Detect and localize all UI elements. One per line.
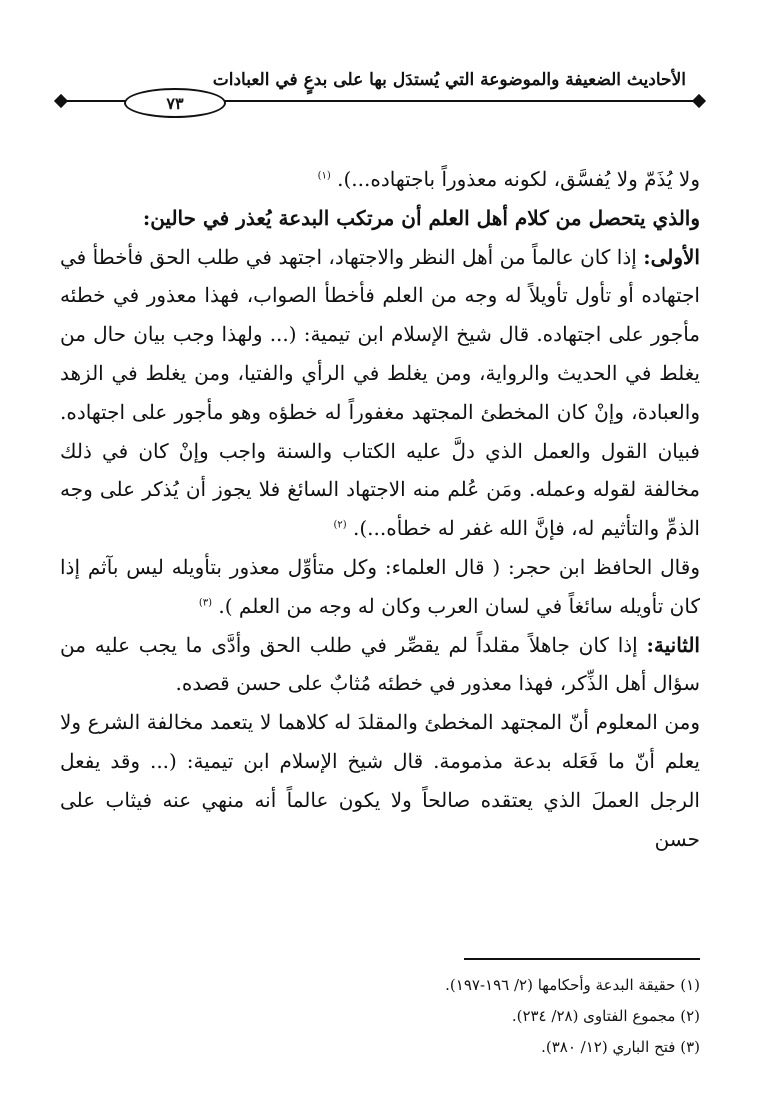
- footnote-3: (٣) فتح الباري (١٢/ ٣٨٠).: [541, 1038, 700, 1056]
- paragraph-3: [60, 238, 700, 548]
- paragraph-4-text: وقال الحافظ ابن حجر: ( قال العلماء: وكل متأوِّل معذور بتأويله ليس بآثم إذا كان تأويله سائغاً في لسان العرب وكان له وجه من العلم ).: [60, 554, 700, 618]
- footnote-1: (١) حقيقة البدعة وأحكامها (٢/ ١٩٦-١٩٧).: [445, 976, 700, 994]
- footnote-ref-1: (١): [317, 170, 331, 182]
- paragraph-6: [60, 703, 700, 858]
- footnote-ref-2: (٢): [333, 519, 347, 531]
- paragraph-4: [60, 548, 700, 626]
- paragraph-3-text: إذا كان عالماً من أهل النظر والاجتهاد، اجتهد في طلب الحق فأخطأ في اجتهاده أو تأول تأويلاً له وجه من العلم فأخطأ الصواب، فهذا معذور في خطئه مأجور على اجتهاده. قال شيخ الإسلام ابن تيمية: (... ولهذا وجب بيان حال من يغلط في الحديث والرواية، ومن يغلط في الرأي والفتيا، ومن يغلط في الزهد والعبادة، وإنْ كان المخطئ المجتهد مغفوراً له خطؤه وهو مأجور على اجتهاده. فبيان القول والعمل الذي دلَّ عليه الكتاب والسنة واجب وإنْ كان في ذلك مخالفة لقوله وعمله. ومَن عُلم منه الاجتهاد السائغ فلا يجوز أن يُذكر على وجه الذمِّ والتأثيم له، فإنَّ الله غفر له خطأه...).: [60, 244, 700, 541]
- page-number-badge: [124, 88, 226, 118]
- paragraph-1-text: ولا يُذَمّ ولا يُفسَّق، لكونه معذوراً باجتهاده...).: [337, 167, 700, 191]
- footnotes: [60, 970, 700, 1063]
- paragraph-5: [60, 626, 700, 704]
- footnote-2: (٢) مجموع الفتاوى (٢٨/ ٢٣٤).: [511, 1007, 700, 1025]
- paragraph-6-text: ومن المعلوم أنّ المجتهد المخطئ والمقلدَ له كلاهما لا يتعمد مخالفة الشرع ولا يعلم أنّ ما فَعَله بدعة مذمومة. قال شيخ الإسلام ابن تيمية: (... وقد يفعل الرجل العملَ الذي يعتقده صالحاً ولا يكون عالماً أنه منهي عنه فيثاب على حسن: [60, 710, 700, 851]
- paragraph-2: [60, 199, 700, 238]
- second-case-label: الثانية:: [646, 632, 700, 657]
- footnote-separator: [464, 958, 700, 960]
- paragraph-1: [60, 160, 700, 199]
- paragraph-5-text: إذا كان جاهلاً مقلداً لم يقصِّر في طلب الحق وأدَّى ما يجب عليه من سؤال أهل الذِّكر، فهذا معذور في خطئه مُثابٌ على حسن قصده.: [60, 632, 700, 696]
- first-case-label: الأولى:: [643, 244, 700, 269]
- right-diamond-ornament: [692, 94, 706, 108]
- running-header-title: الأحاديث الضعيفة والموضوعة التي يُستدَل بها على بدعٍ في العبادات: [212, 70, 686, 90]
- page-number: ٧٣: [166, 93, 184, 113]
- paragraph-2-text: والذي يتحصل من كلام أهل العلم أن مرتكب البدعة يُعذر في حالين:: [142, 205, 700, 230]
- footnote-ref-3: (٣): [198, 597, 213, 609]
- left-diamond-ornament: [54, 94, 68, 108]
- main-text: [60, 160, 700, 858]
